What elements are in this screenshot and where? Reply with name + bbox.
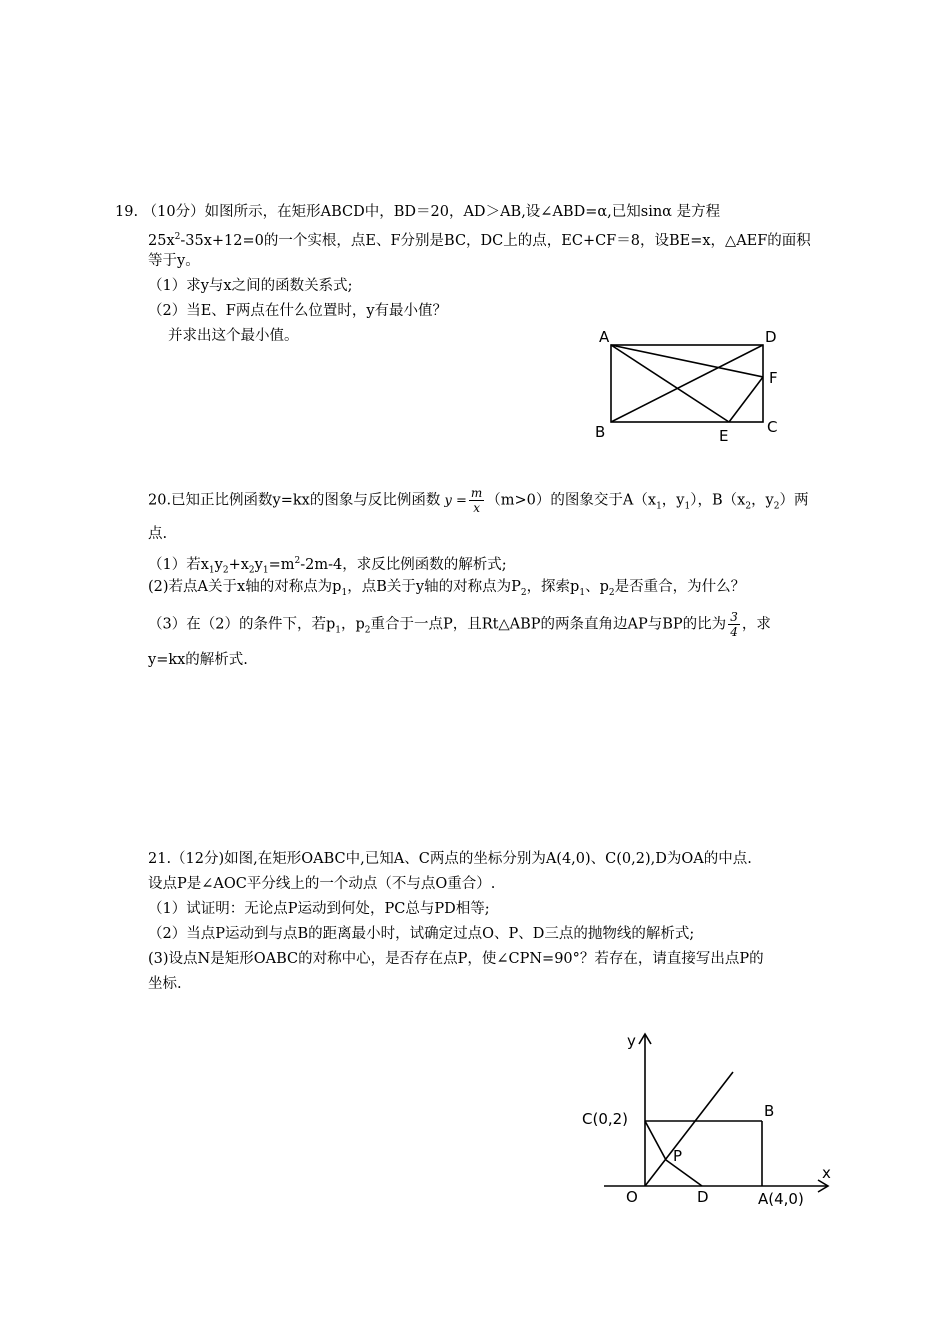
label-d: D [697,1188,709,1206]
q19-sub2b: 并求出这个最小值。 [168,328,299,344]
rectangle-abcd-figure [585,320,795,450]
segment-ae [611,345,729,422]
q19-line1: 19. （10分）如图所示，在矩形ABCD中，BD＝20，AD＞AB,设∠ABD=α,已知sinα 是方程 [115,204,721,220]
q20-sub3-line2: y=kx的解析式. [148,652,248,668]
label-c: C(0,2) [582,1110,629,1128]
q21-sub1: （1）试证明：无论点P运动到何处，PC总与PD相等; [148,901,490,917]
label-o: O [626,1188,638,1206]
label-c: C [767,418,778,436]
q19-sub2: （2）当E、F两点在什么位置时，y有最小值？ [148,303,448,319]
q20-line1: 20.已知正比例函数y=kx的图象与反比例函数 y = $\frac{m}{x}$ （m>0）的图象交于$A(x_1$，$y_1$），$B(x_2$，$y_2$）两 [148,486,809,515]
fraction-m-over-x: $\frac{m}{x}$ [470,486,483,515]
label-a: A(4,0) [758,1190,804,1208]
label-d: D [765,328,777,346]
q20-sub3: （3）在（2）的条件下，若$p_1$，$p_2$重合于一点P，且Rt△ABP的两条直角边AP与BP的比为 $\frac{3}{4}$ ，求 [148,610,771,639]
label-b: B [764,1102,775,1120]
label-p: P [673,1147,683,1165]
segment-ef [729,377,763,422]
q21-sub3: (3)设点N是矩形OABC的对称中心，是否存在点P，使∠CPN=90°？若存在，请直接写出点P的 [148,951,764,967]
q20-sub1: （1）若$x_1y_2+x_2y_1=m^2-2m-4$，求反比例函数的解析式; [148,556,507,576]
q19-line2: $25x^2-35x+12=0$的一个实根，点E、F分别是BC，DC上的点，EC+CF＝8，设BE=x，△AEF的面积 [148,232,811,249]
q19-line3: 等于y。 [148,253,200,269]
segment-pd [666,1160,702,1186]
q21-line2: 设点P是∠AOC平分线上的一个动点（不与点O重合）. [148,876,496,892]
segment-cp [645,1121,666,1160]
q20-sub2: (2)若点A关于x轴的对称点为$p_1$，点B关于y轴的对称点为$P_2$，探索$p_1$、$p_2$是否重合，为什么？ [148,579,746,598]
fraction-3-over-4: $\frac{3}{4}$ [730,610,738,639]
segment-af [611,345,763,377]
label-y: y [627,1032,636,1050]
bisector-line [645,1072,733,1186]
q20-line2: 点. [148,526,168,542]
label-a: A [599,328,610,346]
label-e: E [719,427,729,445]
q21-sub3b: 坐标. [148,976,182,992]
coordinate-figure [570,1020,850,1220]
label-b: B [595,423,606,441]
segment-bd [611,345,763,422]
q21-line1: 21.（12分)如图,在矩形OABC中,已知A、C两点的坐标分别为A(4,0)、C(0,2),D为OA的中点. [148,851,752,867]
label-f: F [769,369,778,387]
q19-sub1: （1）求y与x之间的函数关系式; [148,278,353,294]
q21-sub2: （2）当点P运动到与点B的距离最小时，试确定过点O、P、D三点的抛物线的解析式; [148,926,695,942]
label-x: x [822,1164,831,1182]
